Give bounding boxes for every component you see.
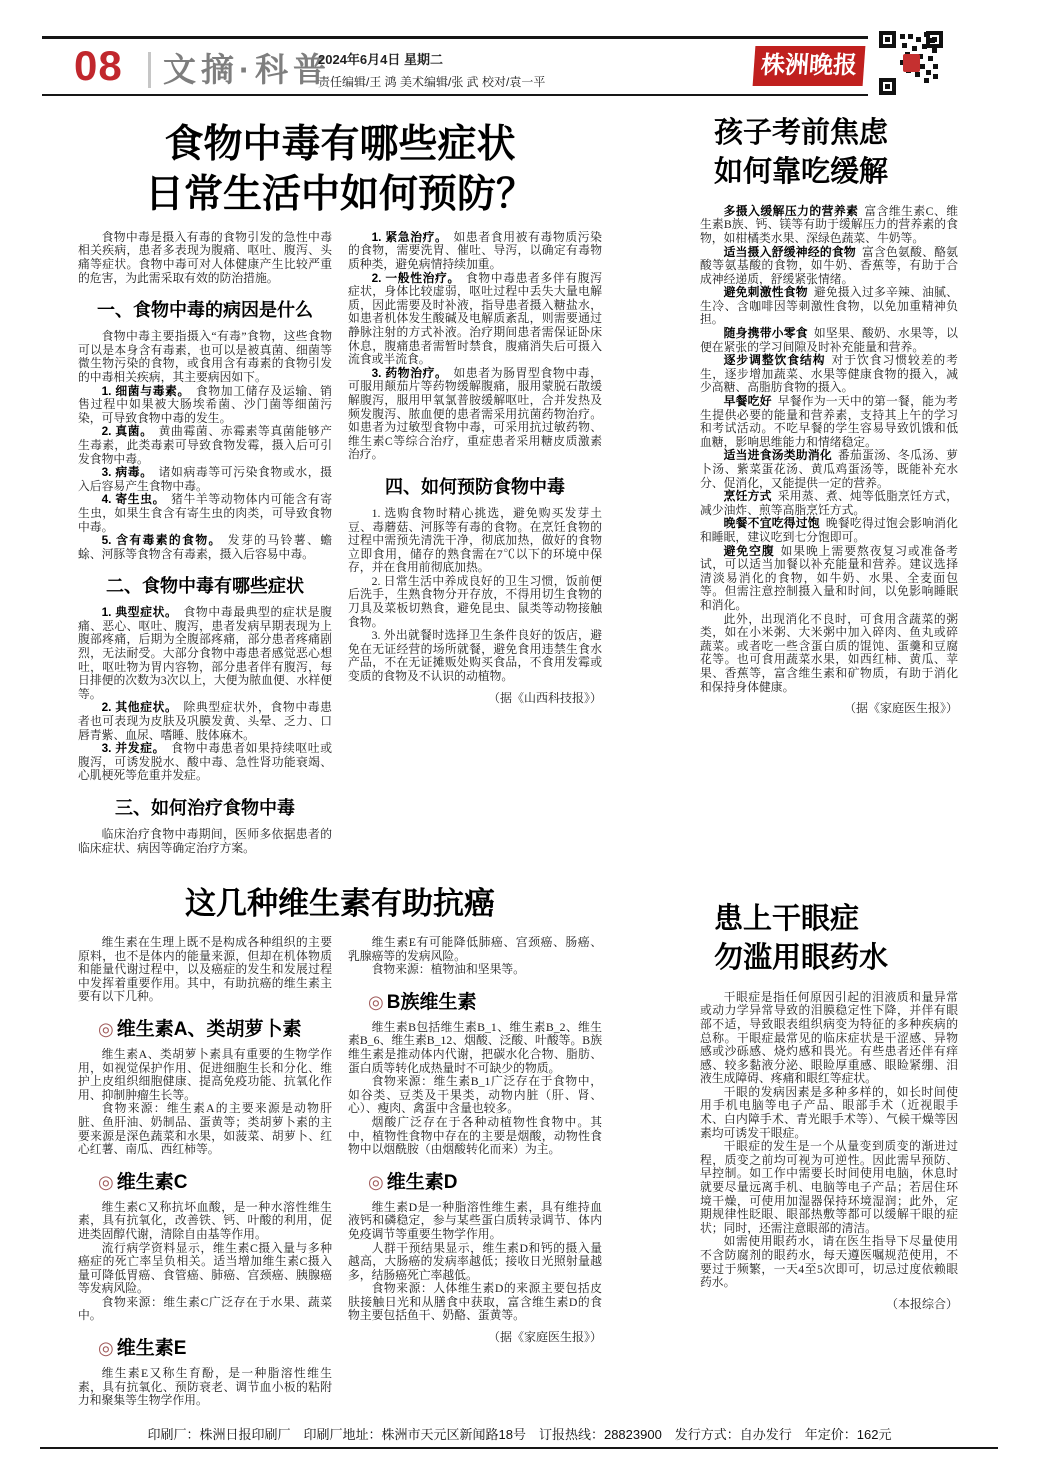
section-bullet-icon: ◎ — [98, 1018, 114, 1039]
paragraph: 食物中毒是摄入有毒的食物引发的急性中毒相关疾病，患者多表现为腹痛、呕吐、腹泻、头痛等症状。食物中毒可对人体健康产生比较严重的危害，为此需采取有效的防治措施。 — [78, 230, 332, 285]
issue-date: 2024年6月4日 星期二 — [318, 52, 443, 67]
paragraph-lead: 4. 寄生虫。 — [101, 492, 166, 507]
paragraph: 维生素E有可能降低肺癌、宫颈癌、肠癌、乳腺癌等的发病风险。 — [348, 936, 602, 963]
paragraph: 食物来源：维生素C广泛存在于水果、蔬菜中。 — [78, 1294, 332, 1323]
subsection-title: 维生素A、类胡萝卜素 — [116, 1018, 302, 1040]
paragraph — [78, 425, 332, 466]
paragraph: 维生素在生理上既不是构成各种组织的主要原料，也不是体内的能量来源，但却在机体物质和能量代谢过程中，以及癌症的发生和发展过程中发挥着重要作用。其中，有助抗癌的维生素主要有以下几种。 — [78, 936, 332, 1004]
paragraph-lead: 晚餐不宜吃得过饱 — [723, 516, 820, 531]
date-block — [318, 49, 545, 90]
paragraph-text: 食物中毒最典型的症状是腹痛、恶心、呕吐、腹泻，患者发病早期表现为上腹部疼痛，后期为全腹部疼痛，部分患者疼痛剧烈，无法耐受。大部分食物中毒患者感觉恶心想吐，呕吐物为胃内容物，部分患者伴有腹泻，每日排便的次数为3次以上，大便为脓血便、水样便等。 — [78, 605, 332, 701]
source-attribution: （据《家庭医生报》） — [487, 1330, 602, 1345]
paragraph: 2. 日常生活中养成良好的卫生习惯，饭前便后洗手，生熟食物分开存放，不得用切生食物的刀具及菜板切熟食，避免昆虫、鼠类等动物接触食物。 — [348, 573, 602, 629]
paragraph — [700, 286, 958, 327]
subsection-heading — [78, 1333, 332, 1360]
paragraph-lead: 逐步调整饮食结构 — [723, 353, 826, 368]
paragraph-text: 对于饮食习惯较差的考生，逐步增加蔬菜、水果等健康食物的摄入，减少高糖、高脂肪食物的摄入。 — [700, 353, 958, 395]
source-attribution: （据《家庭医生报》） — [843, 701, 958, 716]
paragraph — [700, 517, 958, 544]
paragraph: 维生素A、类胡萝卜素具有重要的生物学作用，如视觉保护作用、促进细胞生长和分化、维护上皮组织细胞健康、提高免疫功能、抗氧化作用、抑制肿瘤生长等。 — [78, 1046, 332, 1102]
paragraph-text: 番茄蛋汤、冬瓜汤、萝卜汤、紫菜蛋花汤、黄瓜鸡蛋汤等，既能补充水分、促消化，又能提供一定的营养。 — [700, 448, 958, 490]
paragraph-text: 食物中毒患者多伴有腹泻症状，身体比较虚弱，呕吐过程中丢失大量电解质，因此需要及时补液，指导患者摄入糖盐水，如患者机体发生酸碱及电解质紊乱，则需要通过静脉注射的方式补液。治疗期间患者需保证卧床休息，腹痛患者需暂时禁食，腹痛消失后可摄入流食或半流食。 — [348, 270, 602, 367]
paragraph-lead: 2. 其他症状。 — [101, 700, 178, 715]
source-attribution: （本报综合） — [885, 1296, 958, 1311]
paragraph-text: 除典型症状外，食物中毒患者也可表现为皮肤及巩膜发黄、头晕、乏力、口唇青紫、血尿、嗜睡、肢体麻木。 — [78, 700, 332, 742]
paragraph — [700, 545, 958, 613]
paragraph: 食物来源：植物油和坚果等。 — [371, 962, 525, 977]
paragraph-text: 采用蒸、煮、炖等低脂烹饪方式，减少油炸、煎等高脂烹饪方式。 — [700, 489, 958, 517]
paragraph-text: 如患者为肠胃型食物中毒，可服用颠茄片等药物缓解腹痛，服用蒙脱石散缓解腹泻，服用甲氧氯普胺缓解呕吐，合并发热及频发腹泻、脓血便的患者需采用抗菌药物治疗。如患者为过敏型食物中毒，可采用抗过敏药物、维生素C等综合治疗，重症患者采用糖皮质激素治疗。 — [348, 365, 602, 462]
page-number: 08 — [74, 42, 123, 89]
paragraph — [700, 354, 958, 395]
paragraph — [78, 466, 332, 493]
paragraph-text: 黄曲霉菌、赤霉素等真菌能够产生毒素，此类毒素可导致食物发霉，摄入后可引发食物中毒。 — [78, 424, 332, 466]
article-food-poisoning — [78, 120, 602, 871]
paragraph-text: 食物中毒患者如果持续呕吐或腹泻，可诱发脱水、酸中毒、急性肾功能衰竭、心肌梗死等危重并发症。 — [78, 741, 332, 783]
paragraph-lead: 随身携带小零食 — [723, 326, 808, 341]
article-headline: 这几种维生素有助抗癌 — [185, 886, 495, 921]
paragraph-text: 如果晚上需要熬夜复习或准备考试，可以适当加餐以补充能量和营养。建议选择清淡易消化的食物，如牛奶、水果、全麦面包等。但需注意控制摄入量和时间，以免影响睡眠和消化。 — [700, 543, 958, 612]
paragraph: 维生素D是一种脂溶性维生素，具有维持血液钙和磷稳定，参与某些蛋白质转录调节、体内免疫调节等重要生物学作用。 — [348, 1199, 602, 1241]
paragraph — [78, 493, 332, 534]
paragraph-text: 富含维生素C、维生素B族、钙、镁等有助于缓解压力的营养素的食物，如柑橘类水果、深绿色蔬菜、牛奶等。 — [700, 203, 958, 245]
section-heading: 二、食物中毒有哪些症状 — [106, 576, 304, 597]
editors-credit: 责任编辑/王 鸿 美术编辑/张 武 校对/袁一平 — [318, 75, 546, 89]
paragraph: 3. 外出就餐时选择卫生条件良好的饭店，避免在无证经营的场所就餐，避免食用违禁生食水产品，不在无证摊贩处购买食品，不食用发霉或变质的食物及不认识的动植物。 — [348, 628, 602, 684]
source-attribution: （据《山西科技报》） — [487, 690, 602, 705]
header-divider — [148, 52, 151, 88]
article-dry-eye — [700, 900, 958, 1312]
section-bullet-icon: ◎ — [98, 1171, 114, 1192]
paragraph — [700, 490, 958, 517]
article-body — [78, 231, 602, 871]
paragraph: 食物来源：人体维生素D的来源主要包括皮肤接触日光和从膳食中获取，富含维生素D的食物主要包括鱼干、奶酪、蛋黄等。 — [348, 1281, 602, 1323]
section-bullet-icon: ◎ — [368, 991, 384, 1012]
headline-line1: 患上干眼症 — [714, 903, 860, 935]
paragraph — [78, 701, 332, 742]
paragraph: 食物来源：维生素B_1广泛存在于食物中，如谷类、豆类及干果类，动物内脏（肝、肾、心）、瘦肉、禽蛋中含量也较多。 — [348, 1074, 602, 1116]
article-headline — [700, 900, 958, 978]
subsection-heading — [78, 1167, 332, 1194]
section-bullet-icon: ◎ — [98, 1338, 114, 1359]
article-body — [700, 991, 958, 1312]
paragraph — [348, 367, 602, 462]
headline-line2: 日常生活中如何预防？ — [144, 172, 535, 216]
paragraph-text: 如患者食用被有毒物质污染的食物，需要洗胃、催吐、导泻，以确定有毒物质种类，避免病情持续加重。 — [348, 230, 602, 271]
headline-line2: 勿滥用眼药水 — [714, 941, 889, 974]
paragraph-lead: 1. 典型症状。 — [101, 605, 178, 620]
paragraph: 食物来源：维生素A的主要来源是动物肝脏、鱼肝油、奶制品、蛋黄等；类胡萝卜素的主要来源是深色蔬菜和水果，如菠菜、胡萝卜、红心红薯、南瓜、西红柿等。 — [78, 1101, 332, 1157]
paragraph-text: 早餐作为一天中的第一餐，能为考生提供必要的能量和营养素，支持其上午的学习和考试活动。不吃早餐的学生容易导致饥饿和低血糖，影响思维能力和情绪稳定。 — [700, 394, 958, 449]
subsection-title: B族维生素 — [386, 991, 477, 1013]
subsection-title: 维生素C — [116, 1171, 188, 1193]
paragraph — [700, 246, 958, 287]
subsection-title: 维生素E — [116, 1338, 187, 1360]
paragraph-lead: 3. 病毒。 — [101, 465, 153, 480]
paragraph — [700, 395, 958, 449]
paragraph: 干眼的发病因素是多种多样的，如长时间使用手机电脑等电子产品、眼部手术（近视眼手术、白内障手术、青光眼手术等）、气候干燥等因素均可诱发干眼症。 — [700, 1084, 958, 1140]
article-vitamins-anticancer — [78, 878, 602, 1424]
footer-rule — [40, 1447, 998, 1449]
paragraph: 烟酸广泛存在于各种动植物性食物中。其中，植物性食物中存在的主要是烟酸，动物性食物中以烟酰胺（由烟酸转化而来）为主。 — [348, 1114, 602, 1157]
paragraph: 干眼症的发生是一个从量变到质变的渐进过程，质变之前均可视为可逆性。因此需早预防、早控制。如工作中需要长时间使用电脑，休息时就要尽量远离手机、电脑等电子产品；若居住环境干燥，可使用加湿器保持环境湿润；此外，定期规律性眨眼、眼部热敷等都可以缓解干眼的症状；同时，还需注意眼部的清洁。 — [700, 1139, 958, 1235]
paragraph: 人群干预结果显示，维生素D和钙的摄入量越高，大肠癌的发病率越低；接收日光照射量越多，结肠癌死亡率越低。 — [348, 1240, 602, 1282]
paragraph — [78, 742, 332, 783]
section-title: 文摘·科普 — [163, 51, 331, 88]
paragraph: 维生素E又称生育酚，是一种脂溶性维生素，具有抗氧化、预防衰老、调节血小板的粘附力和聚集等生物学作用。 — [78, 1366, 332, 1408]
paragraph-text: 避免摄入过多辛辣、油腻、生冷、含咖啡因等刺激性食物，以免加重精神负担。 — [700, 285, 958, 327]
paragraph-text: 猪牛羊等动物体内可能含有寄生虫，如果生食含有寄生虫的肉类，可导致食物中毒。 — [78, 492, 332, 534]
masthead-logo: 株洲晚报 — [753, 46, 866, 86]
paragraph — [78, 606, 332, 701]
section-heading: 三、如何治疗食物中毒 — [115, 798, 295, 818]
paragraph-lead: 适当进食汤类助消化 — [723, 448, 832, 463]
paragraph — [700, 449, 958, 490]
paragraph: 如需使用眼药水，请在医生指导下尽量使用不含防腐剂的眼药水，每天遵医嘱规范使用，不要过于频繁，一天4至5次即可，切忌过度依赖眼药水。 — [700, 1234, 958, 1290]
paragraph: 流行病学资料显示，维生素C摄入量与多种癌症的死亡率呈负相关。适当增加维生素C摄入量可降低胃癌、食管癌、肺癌、宫颈癌、胰腺癌等发病风险。 — [78, 1240, 332, 1296]
paragraph — [348, 231, 602, 272]
paragraph: 1. 选购食物时精心挑选，避免购买发芽土豆、毒蘑菇、河豚等有毒的食物。在烹饪食物的过程中需预先清洗干净，彻底加热，做好的食物立即食用，储存的熟食需在7℃以下的环境中保存，并在食用前彻底加热。 — [348, 505, 602, 575]
paragraph — [348, 272, 602, 367]
paragraph-lead: 2. 一般性治疗。 — [371, 270, 460, 285]
qr-seal-icon — [903, 54, 920, 72]
paragraph: 干眼症是指任何原因引起的泪液质和量异常或动力学异常导致的泪膜稳定性下降，并伴有眼部不适，导致眼表组织病变为特征的多种疾病的总称。干眼症最常见的临床症状是干涩感、异物感或沙砾感、烧灼感和畏光。有些患者还伴有痒感、较多黏液分泌、眼睑厚重感、眼睑紧绷、泪液生成障碍、疼痛和眼红等症状。 — [700, 989, 958, 1086]
paragraph-lead: 3. 并发症。 — [101, 741, 166, 756]
paragraph-lead: 适当摄入舒缓神经的食物 — [723, 244, 856, 259]
paragraph-lead: 多摄入缓解压力的营养素 — [723, 203, 859, 218]
paragraph-text: 食物加工储存及运输、销售过程中如果被大肠埃希菌、沙门菌等细菌污染，可导致食物中毒的发生。 — [78, 383, 332, 425]
paragraph — [78, 385, 332, 426]
paragraph-lead: 1. 细菌与毒素。 — [101, 383, 190, 398]
headline-line2: 如何靠吃缓解 — [714, 155, 889, 188]
headline-line1: 食物中毒有哪些症状 — [164, 123, 516, 166]
qr-code-icon — [878, 30, 944, 96]
paragraph-lead: 3. 药物治疗。 — [371, 365, 448, 380]
paragraph: 临床治疗食物中毒期间，医师多依据患者的临床症状、病因等确定治疗方案。 — [78, 827, 332, 855]
article-headline — [78, 120, 602, 220]
paragraph-text: 发芽的马铃薯、蟾蜍、河豚等食物含有毒素，摄入后容易中毒。 — [78, 533, 332, 561]
paragraph — [700, 205, 958, 246]
paragraph-text: 晚餐吃得过饱会影响消化和睡眠，建议吃到七分饱即可。 — [700, 516, 958, 544]
subsection-heading — [348, 987, 602, 1014]
paragraph-text: 富含色氨酸、酪氨酸等氨基酸的食物，如牛奶、香蕉等，有助于合成神经递质，舒缓紧张情绪。 — [700, 244, 958, 286]
paragraph-lead: 烹饪方式 — [723, 489, 772, 504]
subsection-heading — [78, 1014, 332, 1041]
section-bullet-icon: ◎ — [368, 1171, 384, 1192]
article-headline — [700, 114, 958, 192]
section-heading: 四、如何预防食物中毒 — [385, 476, 565, 497]
paragraph-lead: 避免刺激性食物 — [723, 285, 808, 300]
subsection-title: 维生素D — [386, 1171, 458, 1193]
paragraph-lead: 1. 紧急治疗。 — [371, 230, 448, 244]
paragraph — [700, 327, 958, 354]
paragraph-lead: 避免空腹 — [723, 543, 775, 558]
paragraph: 维生素B包括维生素B_1、维生素B_2、维生素B_6、维生素B_12、烟酸、泛酸、叶酸等。B族维生素是推动体内代谢，把碳水化合物、脂肪、蛋白质等转化成热量时不可缺少的物质。 — [348, 1019, 602, 1075]
paragraph-text: 如坚果、酸奶、水果等，以便在紧张的学习间隙及时补充能量和营养。 — [700, 326, 958, 354]
paragraph: 食物中毒主要指摄入“有毒”食物，这些食物可以是本身含有毒素，也可以是被真菌、细菌等微生物污染的食物，或食用含有毒素的食物引发的中毒相关疾病，其主要病因如下。 — [78, 329, 332, 384]
paragraph — [78, 534, 332, 561]
article-body — [700, 205, 958, 716]
header-top-rule — [42, 36, 868, 39]
article-body — [78, 936, 602, 1424]
paragraph-text: 诸如病毒等可污染食物或水，摄入后容易产生食物中毒。 — [78, 465, 332, 493]
paragraph-lead: 2. 真菌。 — [101, 424, 153, 439]
subsection-heading — [348, 1167, 602, 1194]
paragraph: 此外，出现消化不良时，可食用含蔬菜的粥类，如在小米粥、大米粥中加入碎肉、鱼丸或碎蔬菜。或者吃一些含蛋白质的馄饨、蛋羹和豆腐花等。也可食用蔬菜水果，如西红柿、黄瓜、苹果、香蕉等，富含维生素和矿物质，有助于消化和保持身体健康。 — [700, 611, 958, 694]
paragraph-lead: 5. 含有毒素的食物。 — [101, 533, 222, 548]
headline-line1: 孩子考前焦虑 — [714, 117, 889, 149]
section-heading: 一、食物中毒的病因是什么 — [97, 300, 313, 321]
imprint-line: 印刷厂：株洲日报印刷厂 印刷厂地址：株洲市天元区新闻路18号 订报热线：28823900 发行方式：自办发行 年定价：162元 — [147, 1427, 892, 1442]
paragraph: 维生素C又称抗坏血酸，是一种水溶性维生素，具有抗氧化，改善铁、钙、叶酸的利用，促进类固醇代谢，清除自由基等作用。 — [78, 1199, 332, 1241]
paragraph-lead: 早餐吃好 — [723, 394, 772, 409]
header-bottom-rule — [42, 94, 868, 96]
article-exam-anxiety — [700, 114, 958, 716]
